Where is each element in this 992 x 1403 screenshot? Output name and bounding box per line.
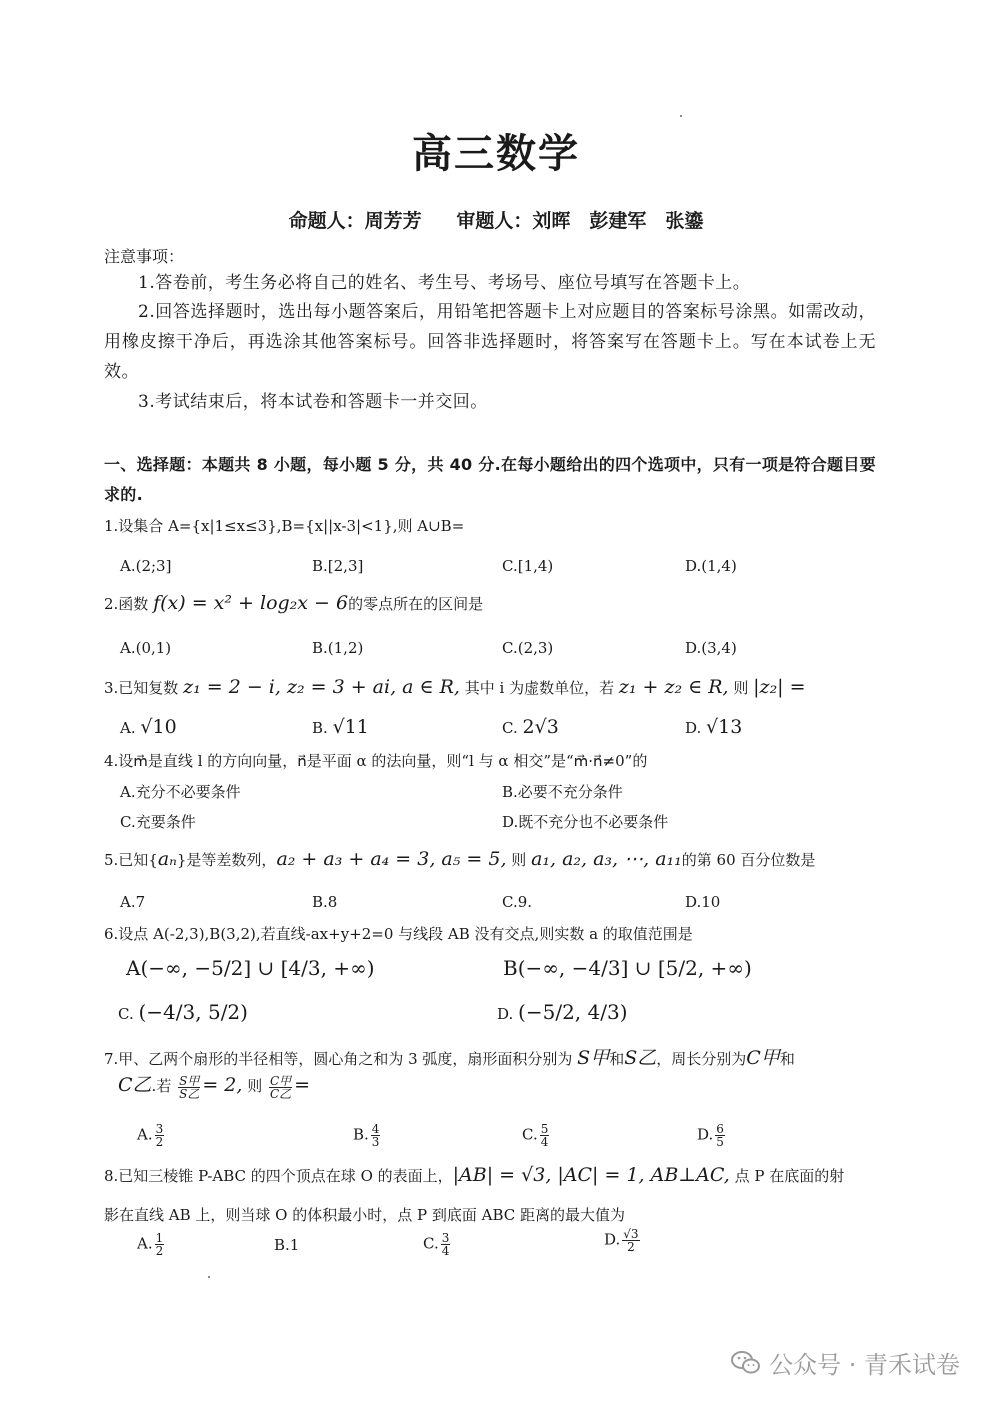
q7-line-2: C乙.若 $\frac{\text{S甲}}{\text{S乙}}$ = 2, 则 $\frac{\text{C甲}}{\text{C乙}}$ = bbox=[118, 1073, 311, 1101]
q5-option-a: A.7 bbox=[120, 893, 146, 911]
q4-option-a: A.充分不必要条件 bbox=[120, 783, 241, 801]
q2-option-a: A.(0,1) bbox=[120, 639, 172, 657]
q8-option-b: B.1 bbox=[274, 1236, 300, 1254]
q5-option-c: C.9. bbox=[502, 893, 533, 911]
watermark bbox=[731, 1345, 960, 1380]
q3-option-c: C. 2√3 bbox=[502, 716, 559, 738]
q7-option-d: D. $\frac{6}{5}$ bbox=[697, 1122, 724, 1149]
q5-option-b: B.8 bbox=[312, 893, 338, 911]
notice-item-1: 1.答卷前，考生务必将自己的姓名、考生号、考场号、座位号填写在答题卡上。 bbox=[138, 273, 751, 293]
notice-item-3: 3.考试结束后，将本试卷和答题卡一并交回。 bbox=[138, 392, 488, 412]
q1-stem: 1.设集合 A={x|1≤x≤3},B={x||x-3|<1},则 A∪B= bbox=[104, 517, 465, 535]
wechat-icon bbox=[731, 1350, 761, 1376]
q2-option-d: D.(3,4) bbox=[685, 639, 737, 657]
q4-stem: 4.设m⃗是直线 l 的方向向量，n⃗是平面 α 的法向量，则“l 与 α 相交”是“m⃗·n⃗≠0”的 bbox=[104, 752, 648, 770]
q1-option-b: B.[2,3] bbox=[312, 557, 364, 575]
q6-option-c: C. (−4/3, 5/2) bbox=[118, 1000, 248, 1024]
q7-line-1: 7.甲、乙两个扇形的半径相等，圆心角之和为 3 弧度，扇形面积分别为 S甲和S乙，周长分别为C甲和 bbox=[104, 1047, 795, 1069]
q3-stem: 3.已知复数 z₁ = 2 − i, z₂ = 3 + ai, a ∈ R, 其中 i 为虚数单位，若 z₁ + z₂ ∈ R, 则 |z₂| = bbox=[104, 676, 806, 698]
q6-option-a: A(−∞, −5/2] ∪ [4/3, +∞) bbox=[126, 956, 375, 980]
q8-line-2: 影在直线 AB 上，则当球 O 的体积最小时，点 P 到底面 ABC 距离的最大值为 bbox=[104, 1206, 626, 1224]
q7-option-b: B. $\frac{4}{3}$ bbox=[353, 1122, 380, 1149]
exam-title: 高三数学 bbox=[412, 131, 580, 177]
q3-option-d: D. √13 bbox=[685, 716, 743, 738]
q2-option-b: B.(1,2) bbox=[312, 639, 364, 657]
q5-option-d: D.10 bbox=[685, 893, 721, 911]
q6-stem: 6.设点 A(-2,3),B(3,2),若直线-ax+y+2=0 与线段 AB 没有交点,则实数 a 的取值范围是 bbox=[104, 925, 693, 943]
q4-option-c: C.充要条件 bbox=[120, 813, 196, 831]
q8-option-a: A. $\frac{1}{2}$ bbox=[137, 1231, 164, 1258]
q8-line-1: 8.已知三棱锥 P-ABC 的四个顶点在球 O 的表面上，|AB| = √3, |AC| = 1, AB⊥AC, 点 P 在底面的射 bbox=[104, 1164, 845, 1186]
authors-line bbox=[0, 206, 992, 233]
q8-option-d: D. $\frac{√3}{2}$ bbox=[604, 1227, 639, 1254]
setter: 命题人：周芳芳 bbox=[288, 210, 422, 232]
q4-option-d: D.既不充分也不必要条件 bbox=[502, 813, 669, 831]
q1-option-d: D.(1,4) bbox=[685, 557, 737, 575]
q2-stem: 2.函数 f(x) = x² + log₂x − 6的零点所在的区间是 bbox=[104, 592, 484, 614]
q7-option-a: A. $\frac{3}{2}$ bbox=[137, 1122, 164, 1149]
q5-stem: 5.已知{aₙ}是等差数列，a₂ + a₃ + a₄ = 3, a₅ = 5, 则 a₁, a₂, a₃, ⋯, a₁₁的第 60 百分位数是 bbox=[104, 848, 816, 870]
q7-option-c: C. $\frac{5}{4}$ bbox=[522, 1122, 549, 1149]
q3-option-a: A. √10 bbox=[120, 716, 177, 738]
section-heading: 一、选择题：本题共 8 小题，每小题 5 分，共 40 分.在每小题给出的四个选项中，只有一项是符合题目要求的. bbox=[104, 455, 876, 504]
q6-option-b: B(−∞, −4/3] ∪ [5/2, +∞) bbox=[503, 956, 752, 980]
q6-option-d: D. (−5/2, 4/3) bbox=[497, 1000, 628, 1024]
notice-heading: 注意事项： bbox=[104, 247, 185, 266]
q4-option-b: B.必要不充分条件 bbox=[502, 783, 623, 801]
watermark-text: 公众号 · 青禾试卷 bbox=[769, 1351, 960, 1379]
q1-option-c: C.[1,4) bbox=[502, 557, 554, 575]
notice-item-2: 2.回答选择题时，选出每小题答案后，用铅笔把答题卡上对应题目的答案标号涂黑。如需改动，用橡皮擦干净后，再选涂其他答案标号。回答非选择题时，将答案写在答题卡上。写在本试卷上无效。 bbox=[104, 302, 876, 382]
q8-option-c: C. $\frac{3}{4}$ bbox=[423, 1231, 450, 1258]
reviewer: 审题人：刘晖 彭建军 张鎏 bbox=[456, 210, 704, 232]
q2-option-c: C.(2,3) bbox=[502, 639, 554, 657]
q1-option-a: A.(2;3] bbox=[120, 557, 172, 575]
q3-option-b: B. √11 bbox=[312, 716, 369, 738]
